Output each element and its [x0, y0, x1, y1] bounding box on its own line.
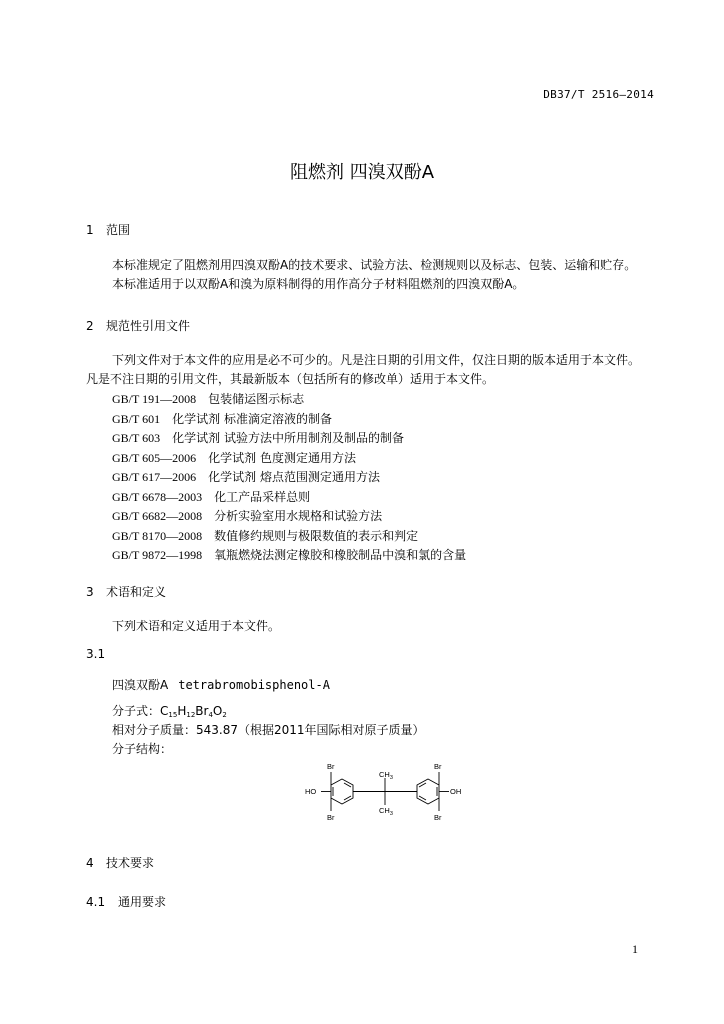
reference-item [112, 429, 404, 446]
reference-title: 数值修约规则与极限数值的表示和判定 [214, 528, 419, 543]
bromine-label: Br [434, 813, 442, 822]
bromine-label: Br [434, 762, 442, 771]
section-title: 技术要求 [106, 856, 155, 870]
formula-h-count: 12 [186, 711, 196, 719]
molecular-mass: 相对分子质量：543.87（根据2011年国际相对原子质量） [112, 723, 425, 737]
section-heading-4 [86, 854, 154, 871]
reference-item [112, 449, 356, 466]
paragraph: 凡是不注日期的引用文件，其最新版本（包括所有的修改单）适用于本文件。 [86, 372, 495, 386]
reference-title: 包装储运图示标志 [208, 392, 305, 406]
reference-title: 氧瓶燃烧法测定橡胶和橡胶制品中溴和氯的含量 [214, 548, 467, 562]
term-english: tetrabromobisphenol-A [178, 678, 330, 692]
section-heading-3 [86, 583, 166, 600]
reference-code: GB/T 6682—2008 [112, 509, 203, 523]
paragraph: 本标准适用于以双酚A和溴为原料制得的用作高分子材料阻燃剂的四溴双酚A。 [112, 277, 525, 291]
section-number: 1 [86, 223, 94, 237]
formula-br-count: 4 [208, 711, 213, 719]
section-heading-4-1 [86, 893, 166, 910]
term-entry [112, 676, 330, 693]
formula-o: O [212, 704, 223, 718]
right-benzene-ring [417, 779, 439, 804]
section-heading-1 [86, 221, 130, 238]
section-number: 4 [86, 856, 94, 870]
methyl-label: $CH_3$ [379, 806, 393, 817]
reference-item [112, 507, 382, 524]
reference-code: GB/T 9872—1998 [112, 548, 203, 562]
reference-title: 化工产品采样总则 [214, 489, 311, 504]
reference-code: GB/T 8170—2008 [112, 528, 203, 543]
formula-h: H [177, 704, 187, 718]
reference-item [112, 488, 310, 505]
section-heading-2 [86, 317, 190, 334]
section-title: 通用要求 [118, 895, 167, 909]
reference-code: GB/T 601 [112, 411, 161, 426]
hydroxyl-label: OH [450, 787, 462, 796]
reference-code: GB/T 6678—2003 [112, 489, 203, 504]
section-title: 规范性引用文件 [106, 319, 191, 333]
reference-title: 化学试剂 试验方法中所用制剂及制品的制备 [172, 431, 404, 445]
reference-code: GB/T 191—2008 [112, 392, 197, 406]
paragraph: 本标准规定了阻燃剂用四溴双酚A的技术要求、试验方法、检测规则以及标志、包装、运输和贮存。 [112, 258, 637, 272]
bromine-label: Br [327, 762, 335, 771]
section-title: 术语和定义 [106, 585, 167, 599]
reference-title: 化学试剂 熔点范围测定通用方法 [208, 470, 380, 484]
bromine-label: Br [327, 813, 335, 822]
subsection-number: 3.1 [86, 647, 106, 661]
formula-br: Br [195, 704, 209, 718]
section-number: 3 [86, 585, 94, 599]
reference-item [112, 390, 304, 407]
reference-item [112, 410, 332, 427]
standard-number: DB37/T 2516—2014 [543, 88, 654, 101]
structure-label: 分子结构： [112, 742, 173, 756]
page-number: 1 [632, 942, 638, 956]
reference-item [112, 468, 380, 485]
paragraph: 下列文件对于本文件的应用是必不可少的。凡是注日期的引用文件，仅注日期的版本适用于本文件。 [112, 353, 641, 367]
paragraph: 下列术语和定义适用于本文件。 [112, 619, 281, 633]
formula-label: 分子式： [112, 704, 161, 718]
left-benzene-ring [331, 779, 353, 804]
section-number: 2 [86, 319, 94, 333]
reference-title: 化学试剂 色度测定通用方法 [208, 450, 356, 465]
document-title: 阻燃剂 四溴双酚A [289, 162, 435, 183]
reference-item [112, 546, 466, 563]
formula-o-count: 2 [222, 711, 227, 719]
reference-title: 分析实验室用水规格和试验方法 [214, 509, 383, 523]
reference-code: GB/T 617—2006 [112, 470, 197, 484]
reference-code: GB/T 603 [112, 431, 161, 445]
reference-code: GB/T 605—2006 [112, 450, 197, 465]
section-number: 4.1 [86, 895, 106, 909]
reference-title: 化学试剂 标准滴定溶液的制备 [172, 411, 332, 426]
molecular-structure-diagram [300, 760, 470, 832]
hydroxyl-label: HO [305, 787, 317, 796]
methyl-label: $CH_3$ [379, 770, 393, 781]
formula-c: C [160, 704, 169, 718]
reference-item [112, 527, 418, 544]
formula-c-count: 15 [168, 711, 178, 719]
term-chinese: 四溴双酚A [112, 678, 169, 692]
section-title: 范围 [106, 223, 131, 237]
